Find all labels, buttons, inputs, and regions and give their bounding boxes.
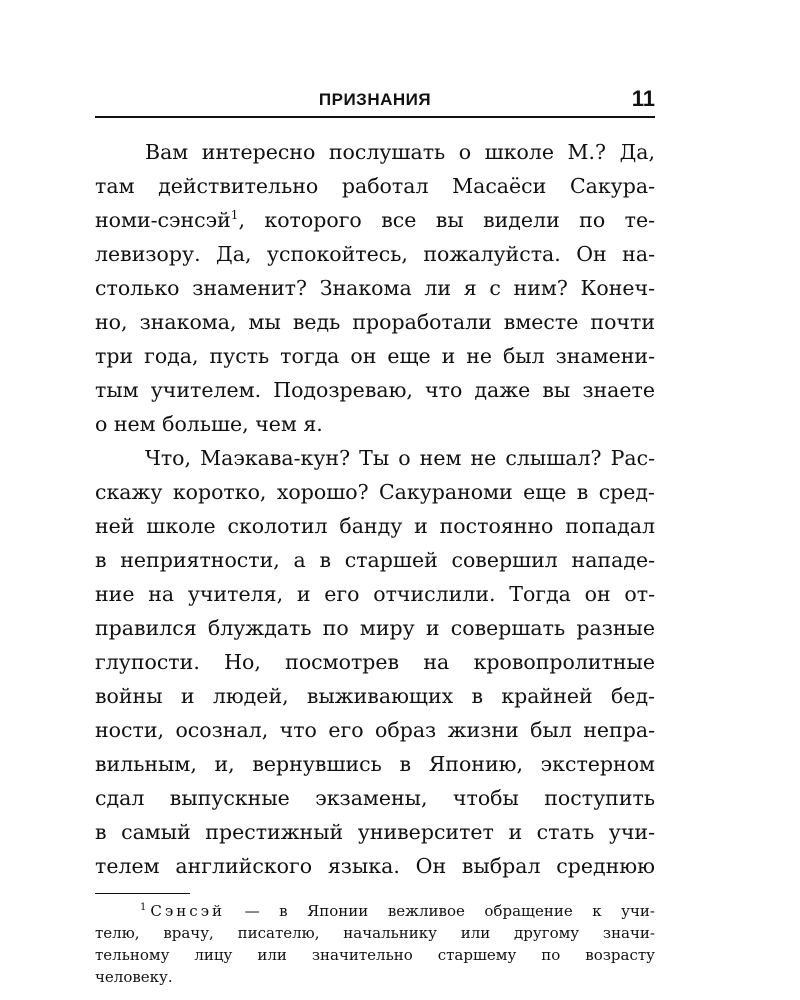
footnote-text: — в Японии вежливое обращение к учи-: [225, 902, 655, 920]
text-line: скажу коротко, хорошо? Сакураноми еще в сред-: [95, 480, 655, 504]
text-line: три года, пусть тогда он еще и не был знамени-: [95, 344, 655, 368]
text-line: в самый престижный университет и стать учи-: [95, 820, 655, 844]
text-line: о нем больше, чем я.: [95, 412, 323, 436]
text-line: [95, 203, 655, 237]
text-line: ней школе сколотил банду и постоянно попадал: [95, 514, 655, 538]
running-header: [95, 84, 655, 118]
text-line: тым учителем. Подозреваю, что даже вы знаете: [95, 378, 655, 402]
text-line: войны и людей, выживающих в крайней бед-: [95, 684, 655, 708]
text-line: ности, осознал, что его образ жизни был непра-: [95, 718, 655, 742]
text-line: Что, Маэкава-кун? Ты о нем не слышал? Рас-: [145, 446, 655, 470]
text-line: но, знакома, мы ведь проработали вместе почти: [95, 310, 655, 334]
text-fragment: , которого все вы видели по те-: [238, 208, 655, 232]
text-line: ние на учителя, и его отчислили. Тогда он от-: [95, 582, 655, 606]
running-title: ПРИЗНАНИЯ: [318, 90, 432, 109]
page-number: 11: [631, 86, 655, 111]
footnote-term: Сэнсэй: [150, 902, 226, 920]
text-line: там действительно работал Масаёси Сакура-: [95, 174, 655, 198]
text-line: в неприятности, а в старшей совершил нападе-: [95, 548, 655, 572]
text-line: правился блуждать по миру и совершать разные: [95, 616, 655, 640]
text-line: Вам интересно послушать о школе М.? Да,: [145, 140, 655, 164]
text-line: глупости. Но, посмотрев на кровопролитные: [95, 650, 655, 674]
text-fragment: номи-сэнсэй: [95, 208, 231, 232]
footnote-line: [140, 900, 655, 922]
footnote-number: 1: [140, 902, 147, 913]
text-line: телем английского языка. Он выбрал среднюю: [95, 854, 655, 878]
text-line: столько знаменит? Знакома ли я с ним? Конеч-: [95, 276, 655, 300]
text-line: левизору. Да, успокойтесь, пожалуйста. Он на-: [95, 242, 655, 266]
text-line: сдал выпускные экзамены, чтобы поступить: [95, 786, 655, 810]
footnote-marker: 1: [230, 208, 239, 223]
footnote-line: тельному лицу или значительно старшему по возрасту: [95, 946, 655, 964]
footnote-divider: [95, 893, 190, 894]
text-line: вильным, и, вернувшись в Японию, экстерном: [95, 752, 655, 776]
footnote-line: человеку.: [95, 968, 173, 986]
footnote-line: телю, врачу, писателю, начальнику или другому значи-: [95, 924, 655, 942]
